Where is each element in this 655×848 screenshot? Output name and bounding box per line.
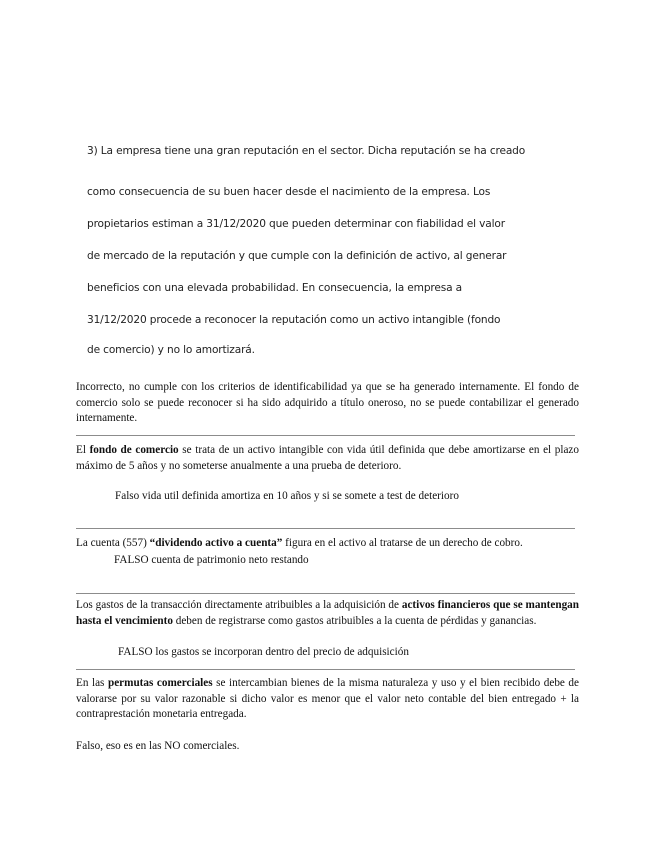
statement-gastos-answer: FALSO los gastos se incorporan dentro del precio de adquisición: [118, 646, 409, 658]
question3-line-5: beneficios con una elevada probabilidad. En consecuencia, la empresa a: [87, 282, 463, 294]
statement-text: se intercambian bienes de la misma naturaleza y uso y el bien recibido debe de valorarse por su valor razonable si dicho valor es menor que el valor neto contable del bien entregado + la contraprestación monetaria entregada.: [76, 677, 579, 720]
statement-dividendo: [76, 536, 523, 552]
question3-line-4: de mercado de la reputación y que cumple con la definición de activo, al generar: [87, 250, 507, 262]
question3-line-1: 3) La empresa tiene una gran reputación en el sector. Dicha reputación se ha creado: [87, 145, 526, 157]
divider: [76, 669, 575, 670]
statement-permutas: [76, 676, 579, 723]
question3-line-2: como consecuencia de su buen hacer desde el nacimiento de la empresa. Los: [87, 186, 491, 198]
divider: [76, 593, 575, 594]
statement-keyword: “dividendo activo a cuenta”: [149, 537, 283, 549]
statement-text: La cuenta (557): [76, 537, 150, 549]
statement-text: El: [76, 444, 90, 456]
statement-text: Los gastos de la transacción directamente atribuibles a la adquisición de: [76, 599, 402, 611]
statement-keyword: activos financieros que se mantengan hasta el vencimiento: [76, 599, 579, 627]
statement-text: En las: [76, 677, 108, 689]
statement-fondo-comercio: [76, 443, 579, 474]
statement-keyword: fondo de comercio: [89, 444, 179, 456]
statement-text: se trata de un activo intangible con vida útil definida que debe amortizarse en el plazo máximo de 5 años y no someterse anualmente a una prueba de deterioro.: [76, 444, 579, 472]
statement-dividendo-answer: FALSO cuenta de patrimonio neto restando: [114, 554, 309, 566]
question3-line-6: 31/12/2020 procede a reconocer la reputación como un activo intangible (fondo: [87, 314, 501, 326]
question3-line-3: propietarios estiman a 31/12/2020 que pueden determinar con fiabilidad el valor: [87, 218, 505, 230]
statement-text: deben de registrarse como gastos atribuibles a la cuenta de pérdidas y ganancias.: [172, 614, 537, 627]
divider: [76, 435, 575, 436]
question3-line-7: de comercio) y no lo amortizará.: [87, 344, 255, 356]
divider: [76, 528, 575, 529]
statement-permutas-answer: Falso, eso es en las NO comerciales.: [76, 740, 240, 752]
statement-text: figura en el activo al tratarse de un derecho de cobro.: [282, 537, 523, 549]
statement-gastos: [76, 598, 579, 629]
question3-answer: Incorrecto, no cumple con los criterios de identificabilidad ya que se ha generado internamente. El fondo de comercio solo se puede reconocer si ha sido adquirido a título oneroso, no se puede contabilizar el generado internamente.: [76, 381, 579, 424]
statement-keyword: permutas comerciales: [107, 677, 213, 689]
statement-fondo-answer: Falso vida util definida amortiza en 10 años y si se somete a test de deterioro: [115, 490, 459, 502]
